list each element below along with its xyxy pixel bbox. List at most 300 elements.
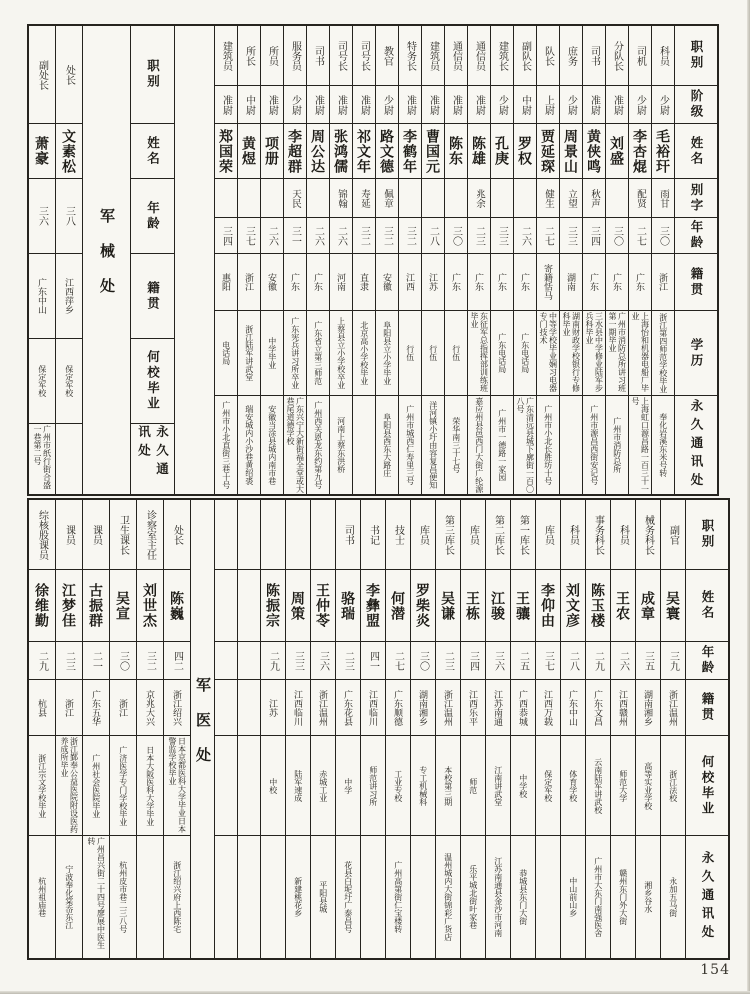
row-header: 何校毕业 <box>686 736 728 836</box>
cell-courtesy-name: 秋声 <box>583 179 605 218</box>
empty-cell <box>175 26 214 494</box>
cell-name: 毛裕玕 <box>652 124 674 179</box>
cell-native-place: 广东 <box>445 254 467 311</box>
cell-education: 本校第三期 <box>436 736 460 836</box>
person-column <box>29 26 56 494</box>
person-column <box>652 26 675 494</box>
cell-rank: 少尉 <box>376 86 398 124</box>
empty-cell <box>215 642 237 680</box>
cell-role: 通信员 <box>445 26 467 86</box>
cell-age: 二七 <box>386 642 410 680</box>
cell-rank: 准尉 <box>445 86 467 124</box>
cell-rank: 准尉 <box>307 86 329 124</box>
cell-name: 孔庚 <box>491 124 513 179</box>
row-header: 永久通讯处 <box>689 398 703 492</box>
section-label-column <box>191 500 215 958</box>
cell-age: 二七 <box>629 218 651 254</box>
cell-name: 吴寰 <box>661 570 685 642</box>
cell-role: 副处长 <box>29 26 55 124</box>
cell-native-place: 浙江 <box>652 254 674 311</box>
cell-age: 三〇 <box>652 218 674 254</box>
cell-address <box>560 396 582 494</box>
cell-courtesy-name <box>307 179 329 218</box>
cell-education: 浙江法校 <box>661 736 685 836</box>
cell-native-place: 江苏 <box>422 254 444 311</box>
cell-rank: 中尉 <box>238 86 260 124</box>
person-column <box>586 500 611 958</box>
cell-age: 二六 <box>307 218 329 254</box>
cell-education: 工业专校 <box>386 736 410 836</box>
cell-native-place: 湖南湘乡 <box>636 680 660 736</box>
cell-age: 三四 <box>215 218 237 254</box>
cell-address: 广州市小北直街三巷十号 <box>221 401 231 489</box>
cell-education: 江南讲武堂 <box>486 736 510 836</box>
cell-rank: 准尉 <box>468 86 490 124</box>
person-column <box>238 26 261 494</box>
cell-role: 综核股课员 <box>29 500 55 570</box>
person-column <box>636 500 661 958</box>
section-label: 军械处 <box>98 207 115 313</box>
cell-native-place: 江西 <box>399 254 421 311</box>
cell-native-place: 浙江 <box>110 680 136 736</box>
cell-courtesy-name <box>215 179 237 218</box>
empty-cell <box>238 642 260 680</box>
person-column <box>386 500 411 958</box>
row-header: 籍贯 <box>675 254 717 311</box>
cell-age: 三七 <box>536 642 560 680</box>
cell-age: 二一 <box>83 642 109 680</box>
cell-name: 罗权 <box>514 124 536 179</box>
cell-age: 三一 <box>284 218 306 254</box>
cell-name: 陈东 <box>445 124 467 179</box>
cell-rank: 中尉 <box>514 86 536 124</box>
cell-name: 李彝盟 <box>361 570 385 642</box>
cell-native-place: 广东 <box>514 254 536 311</box>
spacer-column <box>238 500 261 958</box>
cell-education: 中学毕业 <box>261 311 283 396</box>
person-column <box>311 500 336 958</box>
cell-name: 江梦佳 <box>56 570 82 642</box>
cell-rank: 准尉 <box>330 86 352 124</box>
cell-address: 上海虹口源昌路一百三十一号 <box>631 396 650 493</box>
empty-cell <box>215 736 237 836</box>
cell-address: 瑞安城内小沙巷黄绍裘 <box>244 405 254 485</box>
cell-name: 何潜 <box>386 570 410 642</box>
cell-address: 永加五马街 <box>668 877 678 917</box>
cell-age: 二三 <box>56 642 82 680</box>
cell-courtesy-name: 佩章 <box>376 179 398 218</box>
cell-education: 中学校 <box>511 736 535 836</box>
row-header: 姓名 <box>686 570 728 642</box>
person-column <box>583 26 606 494</box>
row-header: 永久通讯处 <box>700 850 714 944</box>
cell-role: 科员 <box>652 26 674 86</box>
cell-address: 广东清远县城下廓街一百〇八号 <box>516 396 535 493</box>
cell-rank: 准尉 <box>606 86 628 124</box>
cell-name: 罗柴炎 <box>411 570 435 642</box>
row-header: 职别 <box>686 500 728 570</box>
cell-age: 二六 <box>514 218 536 254</box>
cell-address: 广州市一德路一家园 <box>497 409 507 481</box>
cell-age: 二三 <box>336 642 360 680</box>
person-column <box>137 500 164 958</box>
row-header: 职别 <box>131 26 174 124</box>
cell-name: 王仲苓 <box>311 570 335 642</box>
cell-role: 库员 <box>461 500 485 570</box>
cell-age: 三七 <box>238 218 260 254</box>
cell-role: 司书 <box>336 500 360 570</box>
cell-role: 特务长 <box>399 26 421 86</box>
cell-role: 分队长 <box>606 26 628 86</box>
row-header: 姓名 <box>675 124 717 179</box>
cell-education: 湖南财政学校银行专修科毕业 <box>560 311 582 396</box>
cell-education: 北京高小学校毕业 <box>353 311 375 396</box>
section-label-column <box>83 26 131 494</box>
cell-name: 黄煜 <box>238 124 260 179</box>
person-column <box>261 26 284 494</box>
cell-education: 中校 <box>261 736 285 836</box>
cell-name: 李超群 <box>284 124 306 179</box>
cell-age: 三九 <box>661 642 685 680</box>
cell-address <box>56 424 82 494</box>
cell-courtesy-name <box>606 179 628 218</box>
person-column <box>56 500 83 958</box>
cell-age: 四一 <box>361 642 385 680</box>
cell-address: 温州城内大街锦彩广货店 <box>443 853 453 941</box>
row-header: 年龄 <box>686 642 728 680</box>
cell-age: 三四 <box>461 642 485 680</box>
medical-department-table <box>27 498 730 960</box>
cell-name: 陈振宗 <box>261 570 285 642</box>
cell-age: 三六 <box>486 642 510 680</box>
person-column <box>486 500 511 958</box>
cell-age: 四二 <box>164 642 190 680</box>
cell-education: 日本京都医科大学毕业日本警监学校毕业 <box>164 736 190 836</box>
cell-address: 平阳县城 <box>318 881 328 913</box>
cell-role: 司号长 <box>330 26 352 86</box>
cell-role: 书记 <box>361 500 385 570</box>
person-column <box>560 26 583 494</box>
cell-address: 广州昌兴街二十四号廖展中医生转 <box>87 837 106 950</box>
cell-address: 广州市纸行街合盛一巷第二号 <box>33 424 52 489</box>
cell-name: 李仰由 <box>536 570 560 642</box>
cell-name: 刘文彦 <box>561 570 585 642</box>
person-column <box>629 26 652 494</box>
person-column <box>353 26 376 494</box>
cell-rank: 少尉 <box>284 86 306 124</box>
cell-role: 所员 <box>261 26 283 86</box>
cell-address: 杭州皮市巷二三八号 <box>118 861 128 933</box>
person-column <box>164 500 191 958</box>
cell-address: 广州市消防总所 <box>612 417 622 473</box>
cell-native-place: 广东 <box>629 254 651 311</box>
cell-address: 浙江绍兴府上西陈宅 <box>172 861 182 933</box>
cell-name: 李杏焜 <box>629 124 651 179</box>
cell-name: 贾延琛 <box>537 124 559 179</box>
cell-native-place: 江西赣州 <box>611 680 635 736</box>
cell-name: 张鸿儒 <box>330 124 352 179</box>
cell-native-place: 湖南湘乡 <box>411 680 435 736</box>
cell-name: 王栋 <box>461 570 485 642</box>
cell-education: 保定军校 <box>536 736 560 836</box>
cell-native-place: 杭县 <box>29 680 55 736</box>
cell-education: 广济医学专门学校毕业 <box>110 736 136 836</box>
cell-role: 科员 <box>611 500 635 570</box>
cell-native-place: 安徽 <box>376 254 398 311</box>
cell-native-place: 广东 <box>284 254 306 311</box>
cell-courtesy-name: 锦翰 <box>330 179 352 218</box>
cell-native-place: 江西万载 <box>536 680 560 736</box>
cell-age: 三四 <box>583 218 605 254</box>
row-header: 籍贯 <box>131 254 174 339</box>
cell-education: 浙江宗文学校毕业 <box>29 736 55 836</box>
cell-name: 江骏 <box>486 570 510 642</box>
cell-role <box>311 500 335 570</box>
cell-rank: 准尉 <box>583 86 605 124</box>
cell-education: 中等学校毕业娴习电器专门技术 <box>537 311 559 396</box>
cell-education: 阜阳县立小学毕业 <box>376 311 398 396</box>
cell-native-place: 浙江温州 <box>436 680 460 736</box>
cell-courtesy-name <box>422 179 444 218</box>
cell-name: 古振群 <box>83 570 109 642</box>
empty-cell <box>238 500 260 570</box>
cell-name: 陈巍 <box>164 570 190 642</box>
cell-role: 械务科长 <box>636 500 660 570</box>
person-column <box>284 26 307 494</box>
empty-cell <box>215 836 237 958</box>
cell-native-place: 浙江温州 <box>661 680 685 736</box>
cell-role: 建筑员 <box>422 26 444 86</box>
cell-age: 三三 <box>491 218 513 254</box>
row-header: 年龄 <box>675 218 717 254</box>
cell-rank: 准尉 <box>422 86 444 124</box>
cell-native-place: 广东 <box>468 254 490 311</box>
cell-role: 通信员 <box>468 26 490 86</box>
row-header: 职别 <box>675 26 717 86</box>
row-header: 籍贯 <box>686 680 728 736</box>
cell-role: 第一库长 <box>511 500 535 570</box>
cell-role: 技士 <box>386 500 410 570</box>
cell-role: 司机 <box>629 26 651 86</box>
cell-native-place: 湖南 <box>560 254 582 311</box>
cell-role: 司书 <box>583 26 605 86</box>
cell-age: 二三 <box>468 218 490 254</box>
cell-native-place: 河南 <box>330 254 352 311</box>
cell-native-place: 江西临川 <box>286 680 310 736</box>
cell-education: 广州市消防总所讲习班第一期毕业 <box>606 311 628 396</box>
cell-education: 东征军总指挥部训练班毕业 <box>468 311 490 396</box>
cell-address: 阜阳县酉东大路庄 <box>382 413 392 477</box>
cell-name: 文素松 <box>56 124 82 179</box>
cell-education: 师范大学 <box>611 736 635 836</box>
row-header: 何校毕业 <box>131 339 174 424</box>
person-column <box>110 500 137 958</box>
person-column <box>511 500 536 958</box>
cell-age: 二三 <box>436 642 460 680</box>
cell-courtesy-name: 寿延 <box>353 179 375 218</box>
cell-courtesy-name: 兆余 <box>468 179 490 218</box>
empty-cell <box>215 500 237 570</box>
cell-role: 司号长 <box>353 26 375 86</box>
cell-courtesy-name <box>261 179 283 218</box>
cell-age: 三三 <box>286 642 310 680</box>
cell-native-place: 直隶 <box>353 254 375 311</box>
cell-address: 广州西关恩龙东约第九号 <box>313 401 323 489</box>
cell-education: 日本大阪医科大学毕业 <box>137 736 163 836</box>
cell-age: 三六 <box>29 179 55 254</box>
person-column <box>422 26 445 494</box>
ordnance-department-table <box>27 24 719 496</box>
cell-role: 卫生课长 <box>110 500 136 570</box>
cell-role: 建筑员 <box>215 26 237 86</box>
row-header: 学历 <box>675 311 717 396</box>
cell-courtesy-name: 立望 <box>560 179 582 218</box>
person-column <box>376 26 399 494</box>
cell-address: 河南上蔡东洪桥 <box>336 417 346 473</box>
cell-name: 萧豪 <box>29 124 55 179</box>
cell-name: 祁文年 <box>353 124 375 179</box>
cell-courtesy-name <box>238 179 260 218</box>
cell-role: 所长 <box>238 26 260 86</box>
cell-address <box>137 836 163 958</box>
cell-age: 三〇 <box>606 218 628 254</box>
cell-education: 师范讲习所 <box>361 736 385 836</box>
cell-address: 广东兴宁大新街福全堂或大巷尾道德学校 <box>286 396 305 493</box>
cell-role: 服务员 <box>284 26 306 86</box>
empty-cell <box>238 736 260 836</box>
cell-education: 行伍 <box>445 311 467 396</box>
person-column <box>436 500 461 958</box>
cell-native-place: 江苏南通 <box>486 680 510 736</box>
cell-courtesy-name <box>399 179 421 218</box>
cell-school: 保定军校 <box>29 339 55 424</box>
cell-role: 副队长 <box>514 26 536 86</box>
cell-native-place: 江西萍乡 <box>56 254 82 339</box>
cell-address: 广州市城西仁寿里三号 <box>405 405 415 485</box>
cell-name: 黄侠鸣 <box>583 124 605 179</box>
cell-name: 郑国荣 <box>215 124 237 179</box>
cell-name: 曹国元 <box>422 124 444 179</box>
cell-rank: 少尉 <box>652 86 674 124</box>
cell-role: 教官 <box>376 26 398 86</box>
cell-address <box>536 836 560 958</box>
empty-cell <box>238 570 260 642</box>
cell-name: 刘盛 <box>606 124 628 179</box>
empty-cell <box>215 570 237 642</box>
cell-courtesy-name <box>491 179 513 218</box>
cell-address: 广州市大东门南强医舍 <box>593 857 603 937</box>
page-number: 154 <box>700 962 730 978</box>
cell-age: 三〇 <box>411 642 435 680</box>
cell-address: 湘乡谷水 <box>643 881 653 913</box>
empty-cell <box>238 836 260 958</box>
cell-education: 浙江鄞奉公益医院附设医药养成所毕业 <box>56 736 82 836</box>
cell-role: 处长 <box>164 500 190 570</box>
person-column <box>29 500 56 958</box>
cell-native-place: 广东 <box>583 254 605 311</box>
cell-education: 上海怡和机器电船厂毕业 <box>629 311 651 396</box>
cell-rank: 准尉 <box>215 86 237 124</box>
cell-address <box>411 836 435 958</box>
cell-age: 二九 <box>586 642 610 680</box>
cell-name: 吴谦 <box>436 570 460 642</box>
cell-education: 云南陆军讲武校 <box>586 736 610 836</box>
cell-native-place: 广东 <box>606 254 628 311</box>
person-column <box>399 26 422 494</box>
person-column <box>445 26 468 494</box>
cell-name: 陈雄 <box>468 124 490 179</box>
person-column <box>661 500 686 958</box>
cell-rank: 上尉 <box>537 86 559 124</box>
cell-education: 赤城工业 <box>311 736 335 836</box>
cell-age: 三〇 <box>110 642 136 680</box>
cell-education: 陆军速成 <box>286 736 310 836</box>
person-column <box>491 26 514 494</box>
cell-school: 保定军校 <box>56 339 82 424</box>
cell-age: 二八 <box>561 642 585 680</box>
person-column <box>215 26 238 494</box>
cell-age: 三二 <box>376 218 398 254</box>
section-label: 军医处 <box>194 676 211 782</box>
person-column <box>330 26 353 494</box>
cell-name: 周景山 <box>560 124 582 179</box>
cell-address <box>353 396 375 494</box>
person-column <box>606 26 629 494</box>
cell-education: 体育学校 <box>561 736 585 836</box>
cell-courtesy-name <box>514 179 536 218</box>
person-column <box>561 500 586 958</box>
cell-role: 司书 <box>307 26 329 86</box>
cell-native-place: 广东顺德 <box>386 680 410 736</box>
cell-native-place: 安徽 <box>261 254 283 311</box>
cell-role: 科员 <box>561 500 585 570</box>
cell-name: 吴宣 <box>110 570 136 642</box>
cell-name: 陈玉楼 <box>586 570 610 642</box>
person-column <box>336 500 361 958</box>
cell-name: 刘世杰 <box>137 570 163 642</box>
cell-courtesy-name <box>445 179 467 218</box>
cell-age: 二六 <box>261 218 283 254</box>
cell-role: 库员 <box>536 500 560 570</box>
cell-native-place: 广东花县 <box>336 680 360 736</box>
cell-age: 三六 <box>311 642 335 680</box>
spacer-column <box>175 26 215 494</box>
cell-native-place: 京兆大兴 <box>137 680 163 736</box>
cell-address: 安徽当涂县城内南市巷 <box>267 405 277 485</box>
cell-address: 奉化岩溪东米号转 <box>658 413 668 477</box>
cell-native-place: 浙江 <box>238 254 260 311</box>
cell-role: 课员 <box>83 500 109 570</box>
cell-courtesy-name: 天民 <box>284 179 306 218</box>
cell-name: 李鹤年 <box>399 124 421 179</box>
cell-education: 行伍 <box>422 311 444 396</box>
cell-address: 赣州东门外大街 <box>618 869 628 925</box>
cell-name: 王骧 <box>511 570 535 642</box>
cell-courtesy-name: 雨甘 <box>652 179 674 218</box>
cell-native-place: 广东 <box>491 254 513 311</box>
cell-age: 二九 <box>261 642 285 680</box>
cell-address <box>361 836 385 958</box>
cell-education: 广东电话局 <box>491 311 513 396</box>
cell-address: 恭城县东门大街 <box>518 869 528 925</box>
cell-age: 二六 <box>611 642 635 680</box>
row-header: 别字 <box>675 179 717 218</box>
cell-age: 二七 <box>537 218 559 254</box>
cell-native-place: 寄籍恬马 <box>537 254 559 311</box>
cell-age: 三二 <box>137 642 163 680</box>
cell-rank: 准尉 <box>399 86 421 124</box>
cell-education: 中学 <box>336 736 360 836</box>
